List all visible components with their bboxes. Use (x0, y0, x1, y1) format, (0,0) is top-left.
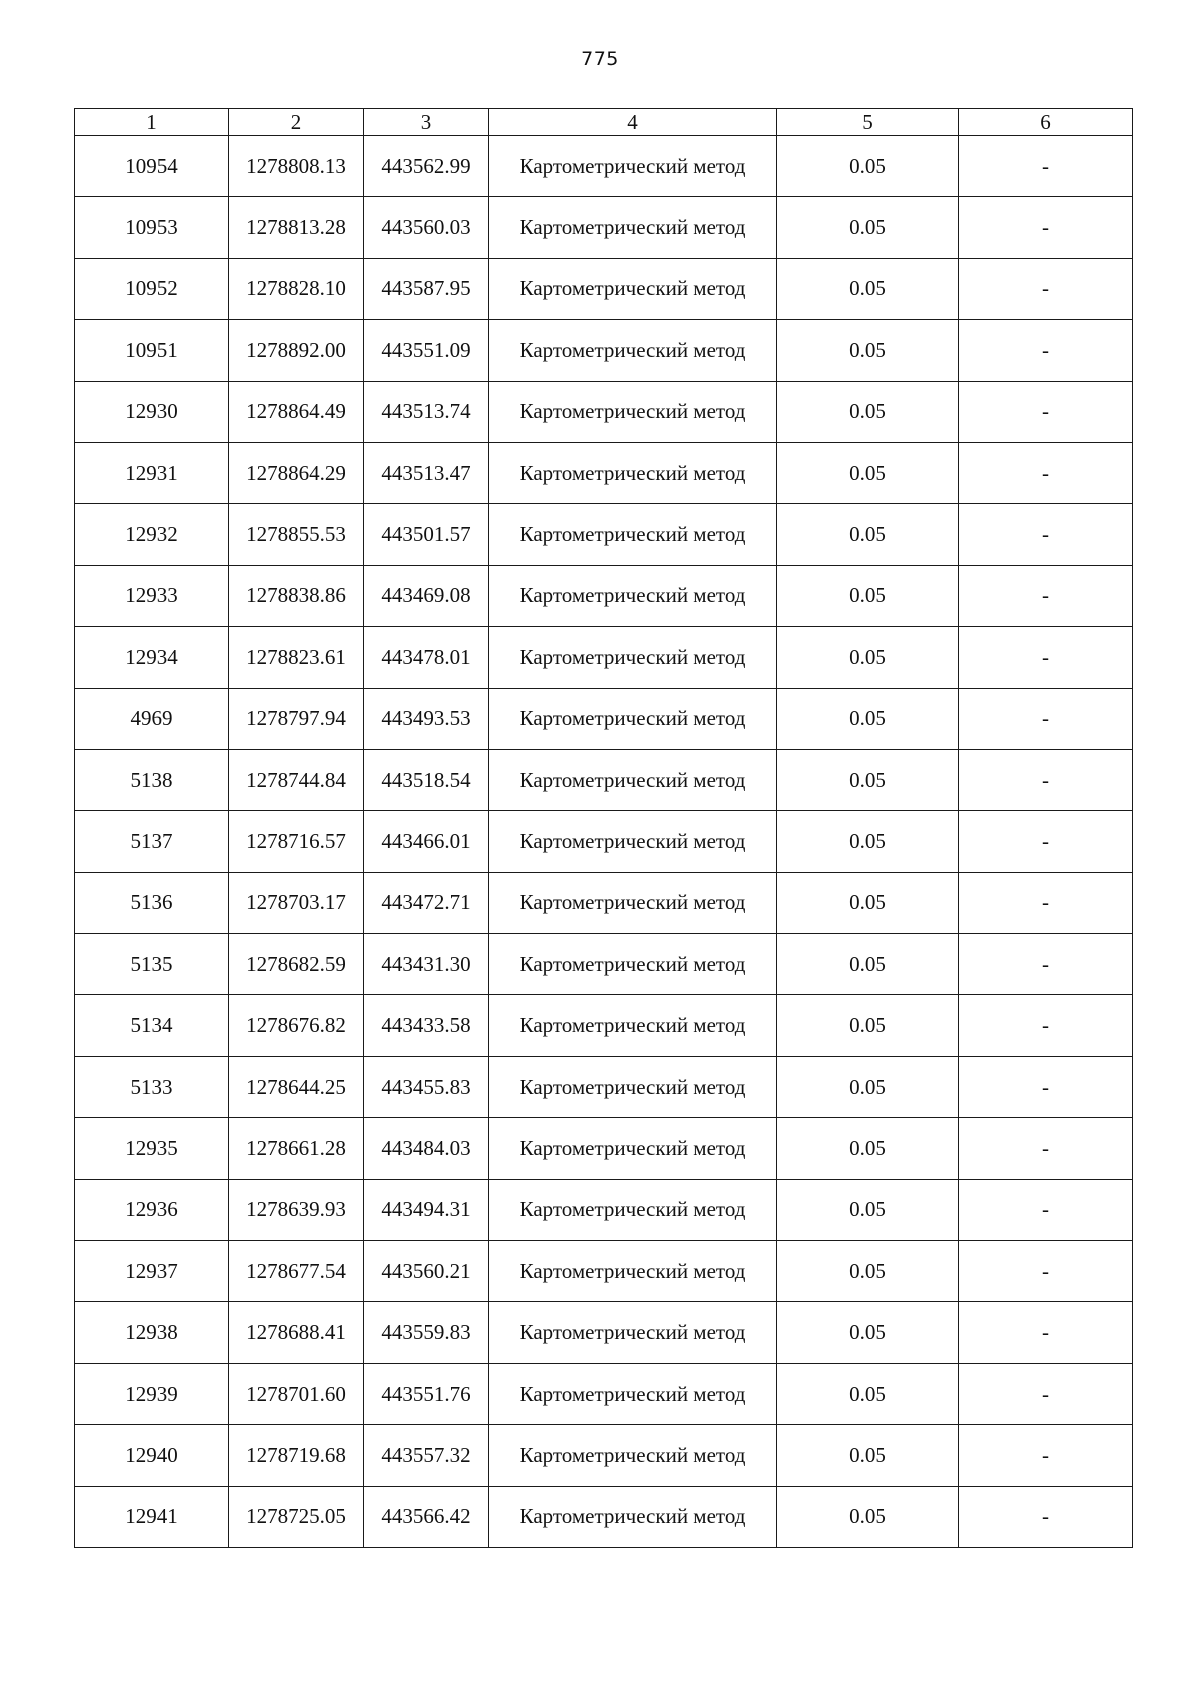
note-cell: - (959, 504, 1133, 565)
coordinates-table (74, 108, 1133, 1548)
note-cell: - (959, 1302, 1133, 1363)
note-cell: - (959, 565, 1133, 626)
accuracy-cell: 0.05 (777, 136, 959, 197)
note-cell: - (959, 627, 1133, 688)
note-cell: - (959, 872, 1133, 933)
accuracy-cell: 0.05 (777, 1486, 959, 1547)
table-row (75, 934, 1133, 995)
note-cell: - (959, 688, 1133, 749)
accuracy-cell: 0.05 (777, 995, 959, 1056)
note-cell: - (959, 258, 1133, 319)
method-cell: Картометрический метод (489, 442, 777, 503)
note-cell: - (959, 381, 1133, 442)
y-coordinate-cell: 443566.42 (364, 1486, 489, 1547)
method-cell: Картометрический метод (489, 565, 777, 626)
y-coordinate-cell: 443469.08 (364, 565, 489, 626)
x-coordinate-cell: 1278813.28 (229, 197, 364, 258)
y-coordinate-cell: 443560.21 (364, 1241, 489, 1302)
method-cell: Картометрический метод (489, 320, 777, 381)
table-row (75, 688, 1133, 749)
point-number-cell: 5137 (75, 811, 229, 872)
accuracy-cell: 0.05 (777, 688, 959, 749)
table-row (75, 995, 1133, 1056)
note-cell: - (959, 1056, 1133, 1117)
accuracy-cell: 0.05 (777, 197, 959, 258)
x-coordinate-cell: 1278808.13 (229, 136, 364, 197)
y-coordinate-cell: 443551.76 (364, 1363, 489, 1424)
method-cell: Картометрический метод (489, 811, 777, 872)
table-row (75, 1363, 1133, 1424)
y-coordinate-cell: 443466.01 (364, 811, 489, 872)
table-row (75, 1241, 1133, 1302)
point-number-cell: 12931 (75, 442, 229, 503)
table-row (75, 1486, 1133, 1547)
y-coordinate-cell: 443513.47 (364, 442, 489, 503)
accuracy-cell: 0.05 (777, 1179, 959, 1240)
accuracy-cell: 0.05 (777, 381, 959, 442)
x-coordinate-cell: 1278644.25 (229, 1056, 364, 1117)
table-row (75, 258, 1133, 319)
note-cell: - (959, 197, 1133, 258)
table-row (75, 1179, 1133, 1240)
column-header: 2 (229, 109, 364, 136)
note-cell: - (959, 934, 1133, 995)
method-cell: Картометрический метод (489, 688, 777, 749)
note-cell: - (959, 749, 1133, 810)
table-row (75, 565, 1133, 626)
x-coordinate-cell: 1278688.41 (229, 1302, 364, 1363)
table-row (75, 197, 1133, 258)
y-coordinate-cell: 443433.58 (364, 995, 489, 1056)
table-row (75, 1302, 1133, 1363)
method-cell: Картометрический метод (489, 1241, 777, 1302)
method-cell: Картометрический метод (489, 1179, 777, 1240)
point-number-cell: 5138 (75, 749, 229, 810)
point-number-cell: 12932 (75, 504, 229, 565)
table-row (75, 749, 1133, 810)
column-header: 5 (777, 109, 959, 136)
method-cell: Картометрический метод (489, 1363, 777, 1424)
accuracy-cell: 0.05 (777, 320, 959, 381)
accuracy-cell: 0.05 (777, 934, 959, 995)
method-cell: Картометрический метод (489, 1056, 777, 1117)
point-number-cell: 12934 (75, 627, 229, 688)
method-cell: Картометрический метод (489, 749, 777, 810)
note-cell: - (959, 1118, 1133, 1179)
x-coordinate-cell: 1278719.68 (229, 1425, 364, 1486)
accuracy-cell: 0.05 (777, 811, 959, 872)
y-coordinate-cell: 443484.03 (364, 1118, 489, 1179)
point-number-cell: 12933 (75, 565, 229, 626)
accuracy-cell: 0.05 (777, 872, 959, 933)
note-cell: - (959, 811, 1133, 872)
y-coordinate-cell: 443478.01 (364, 627, 489, 688)
x-coordinate-cell: 1278744.84 (229, 749, 364, 810)
point-number-cell: 10952 (75, 258, 229, 319)
point-number-cell: 12941 (75, 1486, 229, 1547)
method-cell: Картометрический метод (489, 1425, 777, 1486)
table-row (75, 320, 1133, 381)
method-cell: Картометрический метод (489, 995, 777, 1056)
note-cell: - (959, 320, 1133, 381)
y-coordinate-cell: 443501.57 (364, 504, 489, 565)
point-number-cell: 12935 (75, 1118, 229, 1179)
table-row (75, 136, 1133, 197)
accuracy-cell: 0.05 (777, 627, 959, 688)
table-row (75, 381, 1133, 442)
column-header: 6 (959, 109, 1133, 136)
point-number-cell: 4969 (75, 688, 229, 749)
x-coordinate-cell: 1278676.82 (229, 995, 364, 1056)
point-number-cell: 5134 (75, 995, 229, 1056)
accuracy-cell: 0.05 (777, 1056, 959, 1117)
method-cell: Картометрический метод (489, 136, 777, 197)
x-coordinate-cell: 1278892.00 (229, 320, 364, 381)
method-cell: Картометрический метод (489, 872, 777, 933)
x-coordinate-cell: 1278855.53 (229, 504, 364, 565)
y-coordinate-cell: 443513.74 (364, 381, 489, 442)
accuracy-cell: 0.05 (777, 565, 959, 626)
y-coordinate-cell: 443557.32 (364, 1425, 489, 1486)
x-coordinate-cell: 1278661.28 (229, 1118, 364, 1179)
point-number-cell: 5133 (75, 1056, 229, 1117)
accuracy-cell: 0.05 (777, 1363, 959, 1424)
table-row (75, 872, 1133, 933)
point-number-cell: 10954 (75, 136, 229, 197)
y-coordinate-cell: 443562.99 (364, 136, 489, 197)
x-coordinate-cell: 1278701.60 (229, 1363, 364, 1424)
method-cell: Картометрический метод (489, 1302, 777, 1363)
accuracy-cell: 0.05 (777, 258, 959, 319)
point-number-cell: 12936 (75, 1179, 229, 1240)
y-coordinate-cell: 443560.03 (364, 197, 489, 258)
method-cell: Картометрический метод (489, 1486, 777, 1547)
point-number-cell: 12930 (75, 381, 229, 442)
note-cell: - (959, 1363, 1133, 1424)
table-row (75, 442, 1133, 503)
method-cell: Картометрический метод (489, 934, 777, 995)
table-row (75, 1056, 1133, 1117)
accuracy-cell: 0.05 (777, 1425, 959, 1486)
point-number-cell: 5135 (75, 934, 229, 995)
point-number-cell: 12937 (75, 1241, 229, 1302)
x-coordinate-cell: 1278864.29 (229, 442, 364, 503)
x-coordinate-cell: 1278797.94 (229, 688, 364, 749)
point-number-cell: 5136 (75, 872, 229, 933)
method-cell: Картометрический метод (489, 197, 777, 258)
y-coordinate-cell: 443551.09 (364, 320, 489, 381)
table-row (75, 1118, 1133, 1179)
x-coordinate-cell: 1278703.17 (229, 872, 364, 933)
point-number-cell: 10953 (75, 197, 229, 258)
column-header: 1 (75, 109, 229, 136)
y-coordinate-cell: 443494.31 (364, 1179, 489, 1240)
method-cell: Картометрический метод (489, 1118, 777, 1179)
point-number-cell: 12940 (75, 1425, 229, 1486)
y-coordinate-cell: 443455.83 (364, 1056, 489, 1117)
x-coordinate-cell: 1278725.05 (229, 1486, 364, 1547)
column-header: 3 (364, 109, 489, 136)
note-cell: - (959, 1425, 1133, 1486)
x-coordinate-cell: 1278716.57 (229, 811, 364, 872)
table-header-row (75, 109, 1133, 136)
table-body (75, 136, 1133, 1548)
note-cell: - (959, 995, 1133, 1056)
x-coordinate-cell: 1278677.54 (229, 1241, 364, 1302)
accuracy-cell: 0.05 (777, 1302, 959, 1363)
table-row (75, 627, 1133, 688)
table-row (75, 811, 1133, 872)
x-coordinate-cell: 1278823.61 (229, 627, 364, 688)
note-cell: - (959, 1486, 1133, 1547)
method-cell: Картометрический метод (489, 381, 777, 442)
accuracy-cell: 0.05 (777, 442, 959, 503)
accuracy-cell: 0.05 (777, 504, 959, 565)
method-cell: Картометрический метод (489, 504, 777, 565)
y-coordinate-cell: 443559.83 (364, 1302, 489, 1363)
accuracy-cell: 0.05 (777, 1118, 959, 1179)
y-coordinate-cell: 443493.53 (364, 688, 489, 749)
note-cell: - (959, 1179, 1133, 1240)
y-coordinate-cell: 443472.71 (364, 872, 489, 933)
y-coordinate-cell: 443518.54 (364, 749, 489, 810)
x-coordinate-cell: 1278682.59 (229, 934, 364, 995)
y-coordinate-cell: 443587.95 (364, 258, 489, 319)
point-number-cell: 12939 (75, 1363, 229, 1424)
x-coordinate-cell: 1278828.10 (229, 258, 364, 319)
table-row (75, 1425, 1133, 1486)
point-number-cell: 10951 (75, 320, 229, 381)
column-header: 4 (489, 109, 777, 136)
method-cell: Картометрический метод (489, 627, 777, 688)
note-cell: - (959, 136, 1133, 197)
note-cell: - (959, 1241, 1133, 1302)
table-row (75, 504, 1133, 565)
x-coordinate-cell: 1278639.93 (229, 1179, 364, 1240)
page-number: 775 (581, 48, 619, 70)
note-cell: - (959, 442, 1133, 503)
x-coordinate-cell: 1278864.49 (229, 381, 364, 442)
accuracy-cell: 0.05 (777, 749, 959, 810)
accuracy-cell: 0.05 (777, 1241, 959, 1302)
point-number-cell: 12938 (75, 1302, 229, 1363)
x-coordinate-cell: 1278838.86 (229, 565, 364, 626)
y-coordinate-cell: 443431.30 (364, 934, 489, 995)
method-cell: Картометрический метод (489, 258, 777, 319)
